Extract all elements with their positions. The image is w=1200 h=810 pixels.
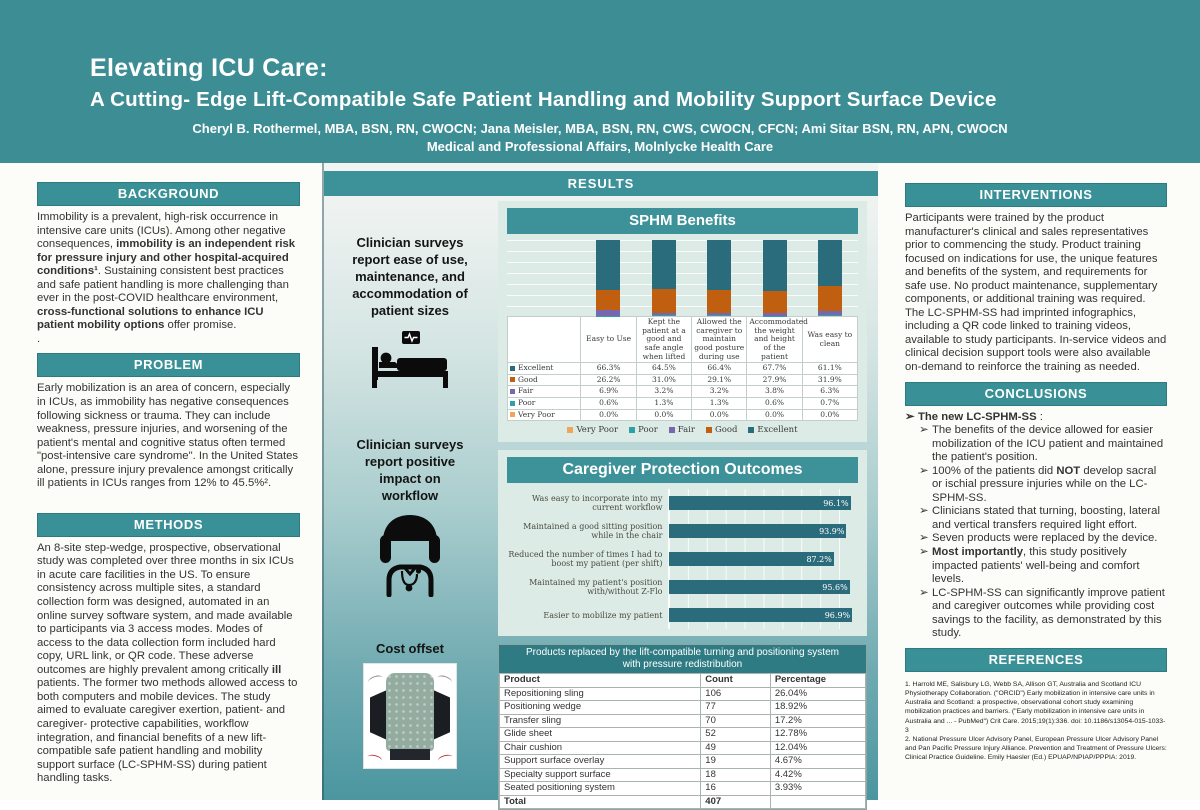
bar-segment bbox=[818, 286, 842, 310]
results-callouts bbox=[324, 197, 496, 800]
table-cell: Transfer sling bbox=[500, 714, 701, 728]
legend-swatch bbox=[510, 377, 515, 382]
table-cell bbox=[770, 795, 865, 809]
table-cell: 61.1% bbox=[802, 363, 857, 375]
conclusion-text: Most importantly, this study positively impacted patients' well-being and comfort levels. bbox=[932, 546, 1167, 587]
bar-cell bbox=[581, 240, 636, 316]
caregiver-bar bbox=[669, 524, 846, 538]
products-table bbox=[499, 673, 866, 809]
conclusion-text: LC-SPHM-SS can significantly improve patient and caregiver outcomes while providing cost savings to the facility, as demonstrated by this study. bbox=[932, 587, 1167, 641]
table-cell: 0.0% bbox=[692, 409, 747, 421]
callout-workflow: Clinician surveys report positive impact on workflow bbox=[324, 437, 496, 505]
product-pad bbox=[386, 673, 434, 751]
bar-value-label: 96.9% bbox=[825, 611, 850, 620]
sphm-benefits-title: SPHM Benefits bbox=[507, 208, 858, 234]
references-text bbox=[905, 680, 1167, 763]
caregiver-plot bbox=[668, 489, 858, 517]
table-cell: 4.67% bbox=[770, 755, 865, 769]
conclusion-text: Clinicians stated that turning, boosting, lateral and vertical transfers required light effort. bbox=[932, 505, 1167, 532]
caregiver-plot bbox=[668, 517, 858, 545]
table-cell: Percentage bbox=[770, 674, 865, 688]
results-column bbox=[322, 163, 878, 800]
row-label-cell: Excellent bbox=[508, 363, 581, 375]
table-cell: 4.42% bbox=[770, 768, 865, 782]
caregiver-category-label: Maintained my patient's position with/without Z-Flo bbox=[507, 578, 668, 596]
arrow-bullet-icon: ➢ bbox=[919, 587, 932, 641]
arrow-bullet-icon: ➢ bbox=[919, 465, 932, 506]
caregiver-panel bbox=[498, 450, 867, 636]
legend-swatch bbox=[510, 389, 515, 394]
caregiver-row bbox=[507, 517, 858, 545]
table-row bbox=[500, 768, 866, 782]
table-cell: Positioning wedge bbox=[500, 701, 701, 715]
sphm-benefits-panel bbox=[498, 201, 867, 442]
table-cell: 49 bbox=[701, 741, 771, 755]
clinician-icon bbox=[324, 513, 496, 597]
background-text: Immobility is a prevalent, high-risk occurrence in intensive care units (ICUs). Among other negative consequences, immobility is an independent risk for pressure injury and other hospital-acquired conditions¹. Sustaining consistent best practices and safe patient handling is more challenging than ever in the post-COVID healthcare environment, cross-functional solutions to enhance ICU patient mobility options offer promise. . bbox=[37, 211, 300, 346]
table-cell: Chair cushion bbox=[500, 741, 701, 755]
legend-swatch bbox=[706, 427, 712, 433]
table-cell: 3.8% bbox=[747, 386, 802, 398]
table-row bbox=[500, 701, 866, 715]
conclusion-item bbox=[905, 465, 1167, 506]
bar-segment bbox=[707, 240, 731, 290]
table-row bbox=[500, 782, 866, 796]
column-header-cell: Allowed the caregiver to maintain good posture during use bbox=[692, 317, 747, 363]
column-header-cell: Easy to Use bbox=[581, 317, 636, 363]
bar-segment bbox=[818, 315, 842, 316]
legend-swatch bbox=[510, 401, 515, 406]
table-cell: 67.7% bbox=[747, 363, 802, 375]
table-cell: 0.0% bbox=[802, 409, 857, 421]
bar-value-label: 87.2% bbox=[806, 555, 831, 564]
caregiver-plot bbox=[668, 573, 858, 601]
table-cell: 12.04% bbox=[770, 741, 865, 755]
interventions-text: Participants were trained by the product manufacturer's clinical and sales representatives prior to commencing the study. Product training focused on indications for use, the unique features and benefits of the system, and requirements for safe use. No product maintenance, supplementary components, or additional training was required. The LC-SPHM-SS had imprinted infographics, including a QR code linked to training videos, available to study participants. In-service videos and clinical decision support tools were also available on-demand to reinforce the training as needed. bbox=[905, 212, 1167, 375]
bar-segment bbox=[818, 240, 842, 286]
caregiver-category-label: Reduced the number of times I had to boost my patient (per shift) bbox=[507, 550, 668, 568]
conclusion-text: The new LC-SPHM-SS : bbox=[918, 411, 1043, 425]
bar-segment bbox=[596, 290, 620, 310]
legend-swatch bbox=[669, 427, 675, 433]
arrow-bullet-icon: ➢ bbox=[919, 546, 932, 587]
bar-cell bbox=[692, 240, 747, 316]
bar-cell bbox=[747, 240, 802, 316]
row-label-cell: Very Poor bbox=[508, 409, 581, 421]
bar-value-label: 96.1% bbox=[823, 499, 848, 508]
conclusion-item bbox=[905, 424, 1167, 465]
caregiver-row bbox=[507, 573, 858, 601]
table-row bbox=[500, 755, 866, 769]
product-pad-foot bbox=[390, 749, 430, 760]
bar-segment bbox=[652, 315, 676, 316]
legend-swatch bbox=[629, 427, 635, 433]
poster-header bbox=[0, 0, 1200, 163]
references-heading: REFERENCES bbox=[905, 648, 1167, 672]
caregiver-bar bbox=[669, 580, 849, 594]
table-cell: 3.93% bbox=[770, 782, 865, 796]
table-cell: 52 bbox=[701, 728, 771, 742]
reference-item: 2. National Pressure Ulcer Advisory Panel, European Pressure Ulcer Advisory Panel and Pan Pacific Pressure Injury Alliance. Prevention and Treatment of Pressure Ulcers: Clinical Practice Guideline. Emily Haesler (Ed.) EPUAP/NPIAP/PPPIA: 2019. bbox=[905, 735, 1167, 763]
stacked-bar bbox=[596, 240, 620, 316]
table-cell: 31.0% bbox=[636, 374, 691, 386]
methods-heading: METHODS bbox=[37, 513, 300, 537]
reference-item: 1. Harrold ME, Salisbury LG, Webb SA, Allison GT, Australia and Scotland ICU Physiotherapy Collaboration. ("ORCID") Early mobilization in intensive care units in Australia and Scotland: a prospective, observational cohort study examining mobilization practices and barriers. ("Early mobilization in intensive care units in Australia and ... - PubMed") Crit Care. 2015;19(1):336. doi: 10.1186/s13054-015-1033-3 bbox=[905, 680, 1167, 735]
table-row bbox=[500, 687, 866, 701]
bar-value-label: 93.9% bbox=[819, 527, 844, 536]
conclusion-item bbox=[905, 587, 1167, 641]
problem-heading: PROBLEM bbox=[37, 353, 300, 377]
callout-sphm: Clinician surveys report ease of use, maintenance, and accommodation of patient sizes bbox=[324, 235, 496, 319]
table-cell: 0.0% bbox=[747, 409, 802, 421]
arrow-bullet-icon: ➢ bbox=[905, 411, 918, 425]
row-label-cell: Good bbox=[508, 374, 581, 386]
stacked-bar bbox=[707, 240, 731, 316]
stacked-bar bbox=[652, 240, 676, 316]
table-row bbox=[500, 714, 866, 728]
table-cell: 3.2% bbox=[636, 386, 691, 398]
methods-text: An 8-site step-wedge, prospective, observational study was completed over three months in six ICUs in acute care facilities in the US. To ensure consistency across multiple sites, a standard collection form was designed, automated in an online survey software system, and made available to participants via 3 access modes. Modes of access to the data collection form included hard copy, URL link, or QR code. These adverse outcomes are highly prevalent among critically ill patients. The former two methods allowed access to both computers and mobile devices. The study aimed to evaluate caregiver exertion, patient- and caregiver- protective capabilities, workflow integration, and financial benefits of a new lift-compatible safe patient handling and mobility support surface (LC-SPHM-SS) during patient handling tasks. bbox=[37, 542, 300, 786]
bar-segment bbox=[596, 240, 620, 290]
callout-cost-offset: Cost offset bbox=[324, 641, 496, 658]
table-cell: Seated positioning system bbox=[500, 782, 701, 796]
table-cell: 3.2% bbox=[692, 386, 747, 398]
table-cell: 6.3% bbox=[802, 386, 857, 398]
conclusion-item bbox=[905, 532, 1167, 546]
table-row bbox=[508, 317, 858, 363]
bar-segment bbox=[707, 290, 731, 312]
stacked-bar bbox=[763, 240, 787, 316]
conclusion-item bbox=[905, 411, 1167, 425]
legend-item: Poor bbox=[629, 425, 658, 435]
conclusion-text: The benefits of the device allowed for easier mobilization of the ICU patient and maintained the patient's position. bbox=[932, 424, 1167, 465]
legend-swatch bbox=[510, 412, 515, 417]
column-header-cell: Was easy to clean bbox=[802, 317, 857, 363]
table-row bbox=[500, 741, 866, 755]
stacked-bar bbox=[818, 240, 842, 316]
table-cell: 66.4% bbox=[692, 363, 747, 375]
bar-segment bbox=[763, 240, 787, 291]
table-cell: 1.3% bbox=[636, 398, 691, 410]
table-cell: 0.0% bbox=[581, 409, 636, 421]
legend-item: Very Poor bbox=[567, 425, 618, 435]
bar-segment bbox=[763, 291, 787, 312]
bar-value-label: 95.6% bbox=[822, 583, 847, 592]
patient-bed-icon bbox=[324, 329, 496, 391]
table-cell: 70 bbox=[701, 714, 771, 728]
table-cell: 6.9% bbox=[581, 386, 636, 398]
results-heading: RESULTS bbox=[324, 171, 878, 196]
sphm-table bbox=[507, 316, 858, 421]
bar-segment bbox=[707, 315, 731, 316]
caregiver-bar bbox=[669, 608, 852, 622]
caregiver-category-label: Maintained a good sitting position while in the chair bbox=[507, 522, 668, 540]
conclusions-heading: CONCLUSIONS bbox=[905, 382, 1167, 406]
caregiver-row bbox=[507, 545, 858, 573]
caregiver-title: Caregiver Protection Outcomes bbox=[507, 457, 858, 483]
arrow-bullet-icon: ➢ bbox=[919, 424, 932, 465]
caregiver-chart bbox=[507, 489, 858, 629]
caregiver-bar bbox=[669, 552, 833, 566]
table-row bbox=[508, 374, 858, 386]
legend-item: Fair bbox=[669, 425, 695, 435]
caregiver-row bbox=[507, 489, 858, 517]
table-cell: 0.6% bbox=[747, 398, 802, 410]
caregiver-plot bbox=[668, 601, 858, 629]
caregiver-category-label: Easier to mobilize my patient bbox=[507, 611, 668, 620]
column-header-cell: Kept the patient at a good and safe angle when lifted bbox=[636, 317, 691, 363]
conclusions-list bbox=[905, 411, 1167, 641]
table-cell: 16 bbox=[701, 782, 771, 796]
table-row bbox=[500, 728, 866, 742]
arrow-bullet-icon: ➢ bbox=[919, 532, 932, 546]
table-cell: 19 bbox=[701, 755, 771, 769]
legend-swatch bbox=[567, 427, 573, 433]
column-header-cell: Accommodated the weight and height of the patient bbox=[747, 317, 802, 363]
conclusion-item bbox=[905, 546, 1167, 587]
row-label-cell: Fair bbox=[508, 386, 581, 398]
poster-authors: Cheryl B. Rothermel, MBA, BSN, RN, CWOCN; Jana Meisler, MBA, BSN, RN, CWS, CWOCN, CFCN; Ami Sitar BSN, RN, APN, CWOCN bbox=[0, 121, 1200, 136]
conclusion-item bbox=[905, 505, 1167, 532]
caregiver-bar bbox=[669, 496, 850, 510]
legend-swatch bbox=[748, 427, 754, 433]
interventions-heading: INTERVENTIONS bbox=[905, 183, 1167, 207]
caregiver-row bbox=[507, 601, 858, 629]
sphm-bars bbox=[507, 240, 858, 316]
conclusion-text: Seven products were replaced by the device. bbox=[932, 532, 1157, 546]
bar-cell bbox=[803, 240, 858, 316]
table-cell: 64.5% bbox=[636, 363, 691, 375]
table-cell: 12.78% bbox=[770, 728, 865, 742]
problem-text: Early mobilization is an area of concern, especially in ICUs, as immobility has negative consequences following sickness or trauma. They can include weakness, pressure injuries, and worsening of the patient's mental and cognitive status often termed "post-intensive care syndrome". In the United States alone, pressure injury prevalence amongst critically ill patients in ICUs ranges from 12% to 45.5%². bbox=[37, 382, 300, 490]
table-cell: 407 bbox=[701, 795, 771, 809]
poster-affiliation: Medical and Professional Affairs, Molnlycke Health Care bbox=[0, 139, 1200, 154]
poster-title-line2: A Cutting- Edge Lift-Compatible Safe Patient Handling and Mobility Support Surface Device bbox=[90, 88, 997, 112]
table-cell: Count bbox=[701, 674, 771, 688]
table-cell: 66.3% bbox=[581, 363, 636, 375]
background-heading: BACKGROUND bbox=[37, 182, 300, 206]
bar-segment bbox=[652, 289, 676, 313]
table-row bbox=[508, 398, 858, 410]
table-cell: Glide sheet bbox=[500, 728, 701, 742]
legend-item: Excellent bbox=[748, 425, 797, 435]
table-cell: 18.92% bbox=[770, 701, 865, 715]
table-row bbox=[508, 363, 858, 375]
bar-segment bbox=[652, 240, 676, 289]
conclusion-text: 100% of the patients did NOT develop sacral or ischial pressure injuries while on the LC-SPHM-SS. bbox=[932, 465, 1167, 506]
table-cell bbox=[508, 317, 581, 363]
sphm-table-body bbox=[508, 317, 858, 421]
table-cell: 26.04% bbox=[770, 687, 865, 701]
table-row bbox=[508, 409, 858, 421]
bar-cell bbox=[636, 240, 691, 316]
table-cell: 0.6% bbox=[581, 398, 636, 410]
table-cell: 27.9% bbox=[747, 374, 802, 386]
poster-title-line1: Elevating ICU Care: bbox=[90, 54, 328, 83]
right-column bbox=[878, 163, 1200, 800]
caregiver-plot bbox=[668, 545, 858, 573]
table-row bbox=[508, 386, 858, 398]
left-column bbox=[0, 163, 322, 800]
table-row bbox=[500, 795, 866, 809]
products-table-body bbox=[500, 674, 866, 809]
table-cell: 29.1% bbox=[692, 374, 747, 386]
table-cell: 0.0% bbox=[636, 409, 691, 421]
legend-swatch bbox=[510, 366, 515, 371]
table-cell: Support surface overlay bbox=[500, 755, 701, 769]
table-cell: 0.7% bbox=[802, 398, 857, 410]
product-photo bbox=[364, 664, 456, 768]
caregiver-category-label: Was easy to incorporate into my current workflow bbox=[507, 494, 668, 512]
table-cell: 17.2% bbox=[770, 714, 865, 728]
table-cell: 77 bbox=[701, 701, 771, 715]
table-cell: 31.9% bbox=[802, 374, 857, 386]
table-cell: 1.3% bbox=[692, 398, 747, 410]
table-cell: Repositioning sling bbox=[500, 687, 701, 701]
sphm-legend bbox=[507, 425, 858, 435]
table-cell: 26.2% bbox=[581, 374, 636, 386]
legend-item: Good bbox=[706, 425, 737, 435]
table-cell: 18 bbox=[701, 768, 771, 782]
table-cell: Total bbox=[500, 795, 701, 809]
table-cell: Product bbox=[500, 674, 701, 688]
products-panel bbox=[498, 644, 867, 810]
arrow-bullet-icon: ➢ bbox=[919, 505, 932, 532]
table-cell: 106 bbox=[701, 687, 771, 701]
products-table-title: Products replaced by the lift-compatible turning and positioning system with pressure redistribution bbox=[499, 645, 866, 673]
table-cell: Specialty support surface bbox=[500, 768, 701, 782]
row-label-cell: Poor bbox=[508, 398, 581, 410]
table-row bbox=[500, 674, 866, 688]
